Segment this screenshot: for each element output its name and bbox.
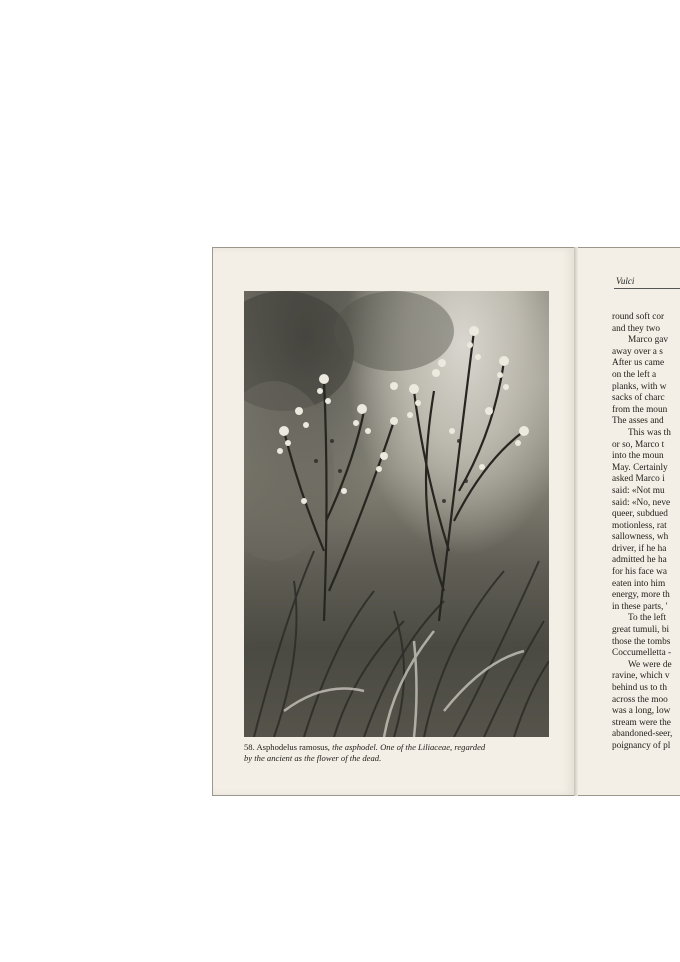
text-line: Marco gav (628, 335, 669, 346)
text-line: said: «Not mu (612, 485, 665, 496)
text-line: from the moun (612, 404, 668, 415)
caption-number: 58. (244, 742, 255, 752)
text-line: across the moo (612, 694, 668, 705)
text-line: The asses and (612, 416, 664, 427)
text-line: round soft cor (612, 312, 665, 322)
text-line: eaten into him (612, 578, 666, 589)
text-line: planks, with w (612, 381, 667, 392)
text-line: abandoned-seer, (612, 729, 673, 740)
text-line: behind us to th (612, 683, 668, 693)
text-line: poignancy of pl (612, 740, 671, 751)
text-line: asked Marco i (612, 474, 665, 485)
asphodel-photograph (244, 291, 549, 737)
text-line: or so, Marco t (612, 439, 665, 450)
text-line: great tumuli, bi (612, 625, 670, 636)
text-line: sacks of charc (612, 393, 665, 404)
text-line: driver, if he ha (612, 543, 667, 554)
caption-species: Asphodelus ramosus, (256, 742, 330, 752)
text-line: Coccumelletta - (612, 648, 672, 659)
text-line: admitted he ha (612, 555, 667, 566)
text-line: on the left a (612, 369, 657, 380)
text-line: and they two (612, 323, 661, 334)
text-line: To the left (628, 613, 667, 624)
open-book (212, 247, 680, 796)
caption-common-name: the asphodel. One of the Liliaceae, regarded (332, 742, 486, 752)
running-head: Vulci (616, 276, 635, 286)
running-head-rule (614, 288, 680, 289)
text-line: May. Certainly (612, 462, 668, 473)
text-line: those the tombs (612, 636, 671, 647)
figure-caption (244, 742, 554, 763)
asphodel-plant-illustration (244, 291, 549, 737)
text-line: was a long, low (612, 706, 671, 717)
text-line: After us came (612, 358, 665, 369)
body-text-column (612, 312, 680, 753)
left-page (212, 247, 576, 796)
text-line: into the moun (612, 451, 664, 462)
right-page (578, 247, 680, 796)
text-line: in these parts, ' (612, 601, 668, 612)
text-line: We were de (628, 659, 672, 670)
text-line: motionless, rat (612, 520, 667, 531)
caption-line-2: by the ancient as the flower of the dead. (244, 752, 382, 763)
text-line: This was th (628, 427, 671, 438)
text-line: said: «No, neve (612, 497, 671, 508)
text-line: sallowness, wh (612, 532, 669, 543)
text-line: energy, more th (612, 590, 670, 601)
text-line: queer, subdued (612, 509, 668, 520)
text-line: away over a s (612, 346, 663, 357)
text-line: ravine, which v (612, 671, 670, 682)
text-line: for his face wa (612, 567, 667, 578)
text-line: stream were the (612, 717, 671, 728)
